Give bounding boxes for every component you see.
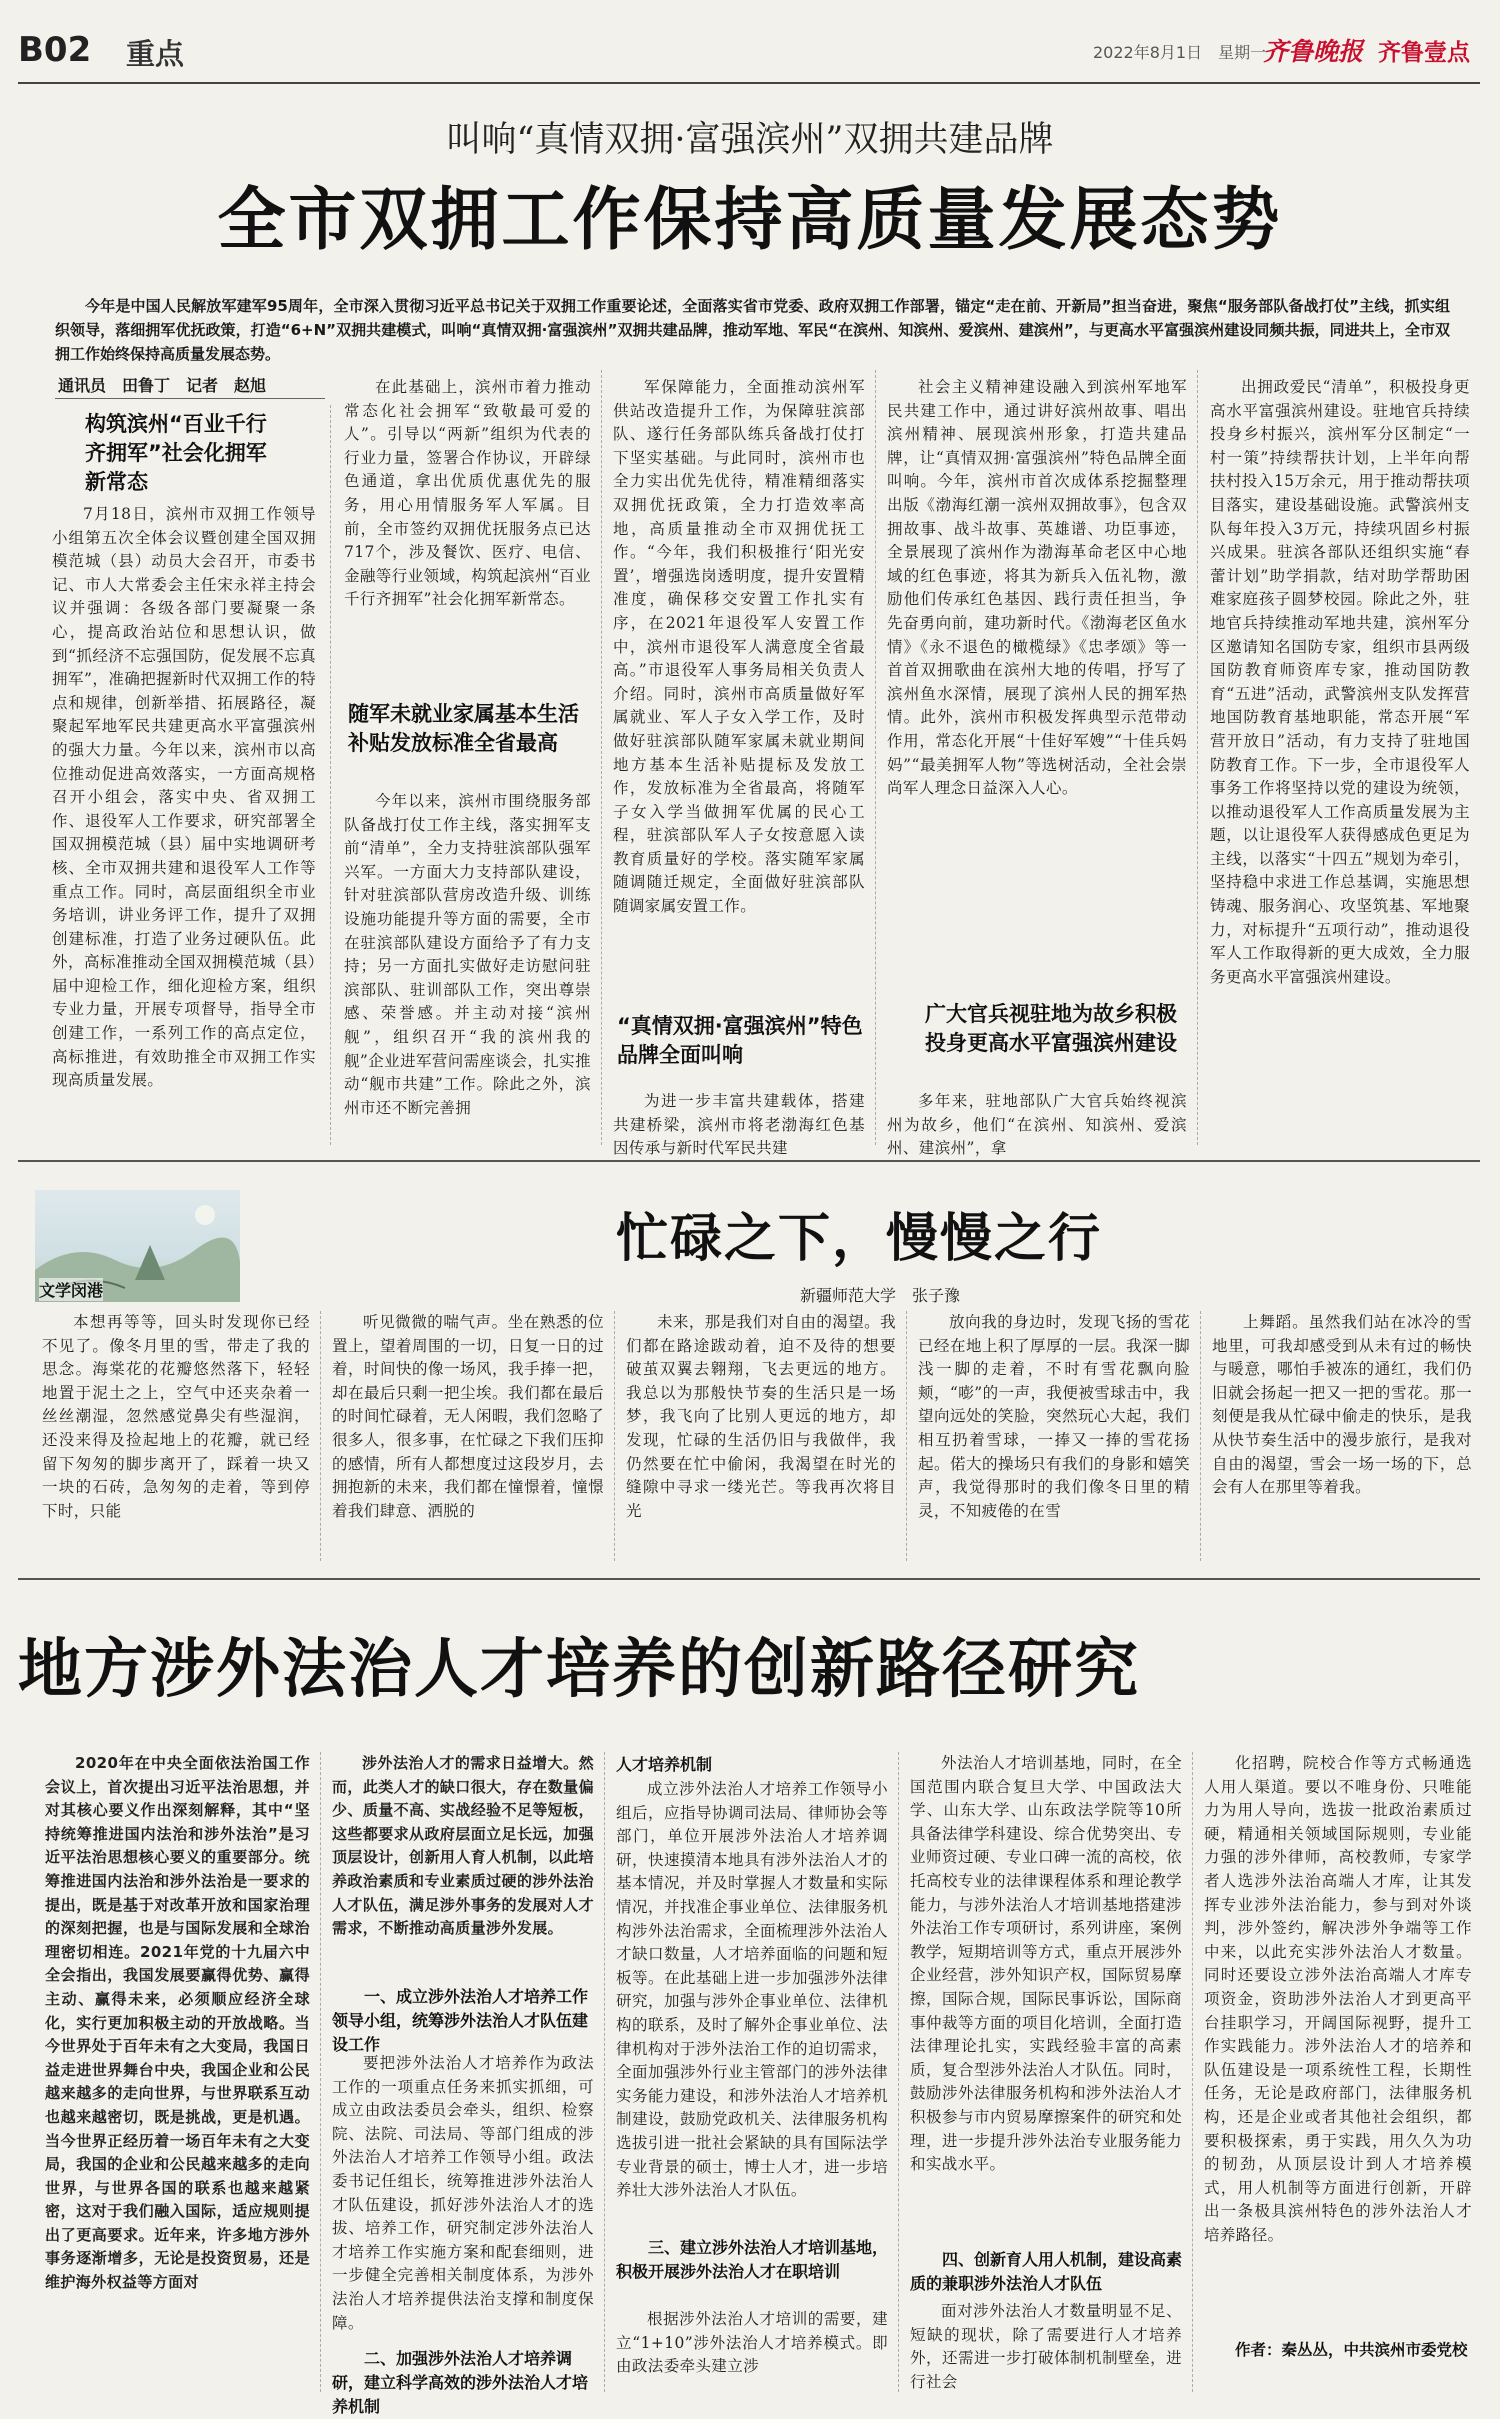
article1-byline: 通讯员 田鲁丁 记者 赵旭	[58, 376, 267, 395]
article1-subhead-1: 构筑滨州“百业千行齐拥军”社会化拥军新常态	[85, 412, 267, 494]
section-label: 重点	[126, 37, 185, 71]
col-sep	[875, 370, 876, 1145]
col-sep	[1192, 1752, 1193, 2392]
article2-col4a: 外法治人才培训基地，同时，在全国范围内联合复旦大学、中国政法大学、山东大学、山东政法学院等10所具备法律学科建设、综合优势突出、专业师资过硬、专业口碑一流的高校，依托高校专业的法律课程体系和理论教学能力，与涉外法治人才培训基地搭建涉外法治工作专项研讨，系列讲座，案例教学，短期培训等方式，重点开展涉外企业经营，涉外知识产权，国际贸易摩擦，国际合规，国际民事诉讼，国际商事仲裁等方面的项目化培训，全面打造法律理论扎实，实践经验丰富的高素质，复合型涉外法治人才队伍。同时，鼓励涉外法律服务机构和涉外法治人才积极参与市内贸易摩擦案件的研究和处理，进一步提升涉外法治专业服务能力和实战水平。	[910, 1754, 1182, 2174]
article1-col1: 7月18日，滨州市双拥工作领导小组第五次全体会议暨创建全国双拥模范城（县）动员大会召开，市委书记、市人大常委会主任宋永祥主持会议并强调：各级各部门要凝聚一条心，提高政治站位和思想认识，做到“抓经济不忘强国防，促发展不忘真拥军”，准确把握新时代双拥工作的特点和规律，创新举措、拓展路径，凝聚起军地军民共建更高水平富强滨州的强大力量。今年以来，滨州市以高位推动促进高效落实，一方面高规格召开小组会，落实中央、省双拥工作、退役军人工作要求，研究部署全国双拥模范城（县）届中实地调研考核、全市双拥共建和退役军人工作等重点工作。同时，高层面组织全市业务培训，讲业务评工作，提升了双拥创建标准，打造了业务过硬队伍。此外，高标准推动全国双拥模范城（县）届中迎检工作，细化迎检方案，组织专业力量，开展专项督导，指导全市创建工作，一系列工作的高点定位，高标推进，有效助推全市双拥工作实现高质量发展。	[52, 505, 316, 1090]
column-tag: 文学闵港	[39, 1278, 103, 1301]
article1-subhead-2: 随军未就业家属基本生活补贴发放标准全省最高	[348, 702, 579, 755]
col-sep	[898, 1752, 899, 2392]
article1-col5: 出拥政爱民“清单”，积极投身更高水平富强滨州建设。驻地官兵持续投身乡村振兴，滨州军分区制定“一村一策”持续帮扶计划，上半年向帮扶村投入15万余元，用于推动帮扶项目落实，建设基础设施。武警滨州支队每年投入3万元，持续巩固乡村振兴成果。驻滨各部队还组织实施“春蕾计划”助学捐款，结对助学帮助困难家庭孩子圆梦校园。除此之外，驻地官兵持续推动军地共建，滨州军分区邀请知名国防专家，组织市县两级国防教育师资库专家，推动国防教育“五进”活动，武警滨州支队发挥营地国防教育基地职能，常态开展“军营开放日”活动，有力支持了驻地国防教育工作。下一步，全市退役军人事务工作将坚持以党的建设为统领，以推动退役军人工作高质量发展为主题，以让退役军人获得感成色更足为主线，以落实“十四五”规划为牵引，坚持稳中求进工作总基调，实施思想铸魂、服务润心、攻坚筑基、军地聚力，对标提升“五项行动”，推动退役军人工作取得新的更大成效，全力服务更高水平富强滨州建设。	[1210, 378, 1470, 986]
essay-col1: 本想再等等，回头时发现你已经不见了。像冬月里的雪，带走了我的思念。海棠花的花瓣悠然落下，轻轻地置于泥土之上，空气中还夹杂着一丝丝潮湿，忽然感觉鼻尖有些湿润，还没来得及捡起地上的花瓣，就已经留下匆匆的脚步离开了，踩着一块又一块的石砖，急匆匆的走着，等到停下时，只能	[42, 1313, 310, 1520]
article1-subhead-3: “真情双拥·富强滨州”特色品牌全面叫响	[617, 1014, 863, 1067]
col-sep	[604, 1752, 605, 2392]
col-sep	[614, 1311, 615, 1561]
header-divider	[18, 82, 1480, 84]
article1-col2b: 今年以来，滨州市围绕服务部队备战打仗工作主线，落实拥军支前“清单”，全力支持驻滨部队强军兴军。一方面大力支持部队建设，针对驻滨部队营房改造升级、训练设施功能提升等方面的需要，全市在驻滨部队建设方面给予了有力支持；另一方面扎实做好走访慰问驻滨部队、驻训部队工作，突出尊崇感、荣誉感。并主动对接“滨州舰”，组织召开“我的滨州我的舰”企业进军营问需座谈会，扎实推动“舰市共建”工作。除此之外，滨州市还不断完善拥	[344, 792, 591, 1117]
essay-col3: 未来，那是我们对自由的渴望。我们都在路途跋动着，迫不及待的想要破茧双翼去翱翔，飞去更远的地方。我总以为那般快节奏的生活只是一场梦，我飞向了比别人更远的地方，却发现，忙碌的生活仍旧与我做伴，我仍然要在忙中偷闲，我渴望在时光的缝隙中寻求一缕光芒。等我再次将目光	[626, 1313, 896, 1520]
article2-col2a: 涉外法治人才的需求日益增大。然而，此类人才的缺口很大，存在数量偏少、质量不高、实战经验不足等短板，这些都要求从政府层面立足长远，加强顶层设计，创新用人育人机制，以此培养政治素质和专业素质过硬的涉外法治人才队伍，满足涉外事务的发展对人才需求，不断推动高质量涉外发展。	[332, 1754, 594, 1938]
article2-col3a: 成立涉外法治人才培养工作领导小组后，应指导协调司法局、律师协会等部门，单位开展涉外法治人才培养调研，快速摸清本地具有涉外法治人才的基本情况，并及时掌握人才数量和实际情况，并找准企事业单位、法律服务机构涉外法治需求，全面梳理涉外法治人才缺口数量，人才培养面临的问题和短板等。在此基础上进一步加强涉外法律研究，加强与涉外企事业单位、法律机构的联系，及时了解外企事业单位、法律机构对于涉外法治工作的迫切需求，全面加强涉外行业主管部门的涉外法律实务能力建设，和涉外法治人才培养机制建设，鼓励党政机关、法律服务机构选拔引进一批社会紧缺的具有国际法学专业背景的硕士，博士人才，进一步培养壮大涉外法治人才队伍。	[616, 1780, 888, 2200]
article2-headline: 地方涉外法治人才培养的创新路径研究	[18, 1632, 1140, 1707]
article2-col1: 2020年在中央全面依法治国工作会议上，首次提出习近平法治思想，并对其核心要义作出深刻解释，其中“坚持统筹推进国内法治和涉外法治”是习近平法治思想核心要义的重要部分。统筹推进国内法治和涉外法治是一要求的提出，既是基于对改革开放和国家治理的深刻把握，也是与国际发展和全球治理密切相连。2021年党的十九届六中全会指出，我国发展要赢得优势、赢得主动、赢得未来，必须顺应经济全球化，实行更加积极主动的开放战略。当今世界处于百年未有之大变局，我国日益走进世界舞台中央，我国企业和公民越来越多的走向世界，与世界联系互动也越来越密切，既是挑战，更是机遇。当今世界正经历着一场百年未有之大变局，我国的企业和公民越来越多的走向世界，与世界各国的联系也越来越紧密，这对于我们融入国际，适应规则提出了更高要求。近年来，许多地方涉外事务逐渐增多，无论是投资贸易，还是维护海外权益等方面对	[45, 1754, 310, 2292]
essay-col4: 放向我的身边时，发现飞扬的雪花已经在地上积了厚厚的一层。我深一脚浅一脚的走着，不时有雪花飘向脸颊，“嘭”的一声，我便被雪球击中，我望向远处的笑脸，突然玩心大起，我们相互扔着雪球，一捧又一捧的雪花扬起。偌大的操场只有我们的身影和嬉笑声，我觉得那时的我们像冬日里的精灵，不知疲倦的在雪	[918, 1313, 1190, 1520]
column-logo	[35, 1190, 240, 1302]
article2-col5a: 化招聘，院校合作等方式畅通选人用人渠道。要以不唯身份、只唯能力为用人导向，选拔一批政治素质过硬，精通相关领域国际规则，专业能力强的涉外律师，高校教师，专家学者人选涉外法治高端人才库，让其发挥专业涉外法治能力，参与到对外谈判，涉外签约，解决涉外争端等工作中来，以此充实涉外法治人才数量。同时还要设立涉外法治高端人才库专项资金，资助涉外法治人才到更高平台挂职学习，开阔国际视野，提升工作实践能力。涉外法治人才的培养和队伍建设是一项系统性工程，长期性任务，无论是政府部门，法律服务机构，还是企业或者其他社会组织，都要积极探索，勇于实践，用久久为功的韧劲，从顶层设计到人才培养模式，用人机制等方面进行创新，开辟出一条极具滨州特色的涉外法治人才培养路径。	[1204, 1754, 1472, 2244]
col-sep	[601, 370, 602, 1145]
article2-subhead-3: 三、建立涉外法治人才培训基地，积极开展涉外法治人才在职培训	[616, 2238, 889, 2281]
byline-rule	[55, 398, 325, 399]
article2-col2b: 要把涉外法治人才培养作为政法工作的一项重点任务来抓实抓细，可成立由政法委员会牵头，组织、检察院、法院、司法局、等部门组成的涉外法治人才培养工作领导小组。政法委书记任组长，统筹推进涉外法治人才队伍建设，抓好涉外法治人才的选拔、培养工作，研究制定涉外法治人才培养工作实施方案和配套细则，进一步健全完善相关制度体系，为涉外法治人才培养提供法治支撑和制度保障。	[332, 2054, 594, 2332]
essay-author: 新疆师范大学 张子豫	[800, 1286, 961, 1305]
article1-col3b: 为进一步丰富共建载体，搭建共建桥梁，滨州市将老渤海红色基因传承与新时代军民共建	[613, 1092, 865, 1158]
article1-col2a: 在此基础上，滨州市着力推动常态化社会拥军“致敬最可爱的人”。引导以“两新”组织为代表的行业力量，签署合作协议，开辟绿色通道，拿出优质优惠优先的服务，用心用情服务军人军属。目前，全市签约双拥优抚服务点已达717个，涉及餐饮、医疗、电信、金融等行业领域，构筑起滨州“百业千行齐拥军”社会化拥军新常态。	[344, 378, 591, 609]
essay-col5: 上舞蹈。虽然我们站在冰冷的雪地里，可我却感受到从未有过的畅快与暖意，哪怕手被冻的通红，我们仍旧就会扬起一把又一把的雪花。那一刻便是我从忙碌中偷走的快乐，是我从快节奏生活中的漫步旅行，是我对自由的渴望，雪会一场一场的下，总会有人在那里等着我。	[1212, 1313, 1472, 1497]
issue-date: 2022年8月1日 星期一	[1093, 43, 1267, 62]
article2-subhead-4: 四、创新育人用人机制，建设高素质的兼职涉外法治人才队伍	[910, 2250, 1183, 2293]
app-logo: 齐鲁壹点	[1378, 40, 1470, 66]
article2-subhead-1: 一、成立涉外法治人才培养工作领导小组，统筹涉外法治人才队伍建设工作	[332, 1987, 589, 2054]
essay-headline: 忙碌之下，慢慢之行	[616, 1208, 1103, 1269]
section-divider	[18, 1578, 1480, 1580]
article1-headline: 全市双拥工作保持高质量发展态势	[217, 180, 1283, 260]
article1-kicker: 叫响“真情双拥·富强滨州”双拥共建品牌	[446, 120, 1054, 160]
article1-subhead-4: 广大官兵视驻地为故乡积极投身更高水平富强滨州建设	[925, 1002, 1177, 1055]
article1-col3a: 军保障能力，全面推动滨州军供站改造提升工作，为保障驻滨部队、遂行任务部队练兵备战打仗打下坚实基础。与此同时，滨州市也全力实出优先优待，精准精细落实双拥优抚政策，全力打造效率高地，高质量推动全市双拥优抚工作。“今年，我们积极推行‘阳光安置’，增强选岗透明度，提升安置精准度，确保移交安置工作扎实有序，在2021年退役军人安置工作中，滨州市退役军人满意度全省最高。”市退役军人事务局相关负责人介绍。同时，滨州市高质量做好军属就业、军人子女入学工作，及时做好驻滨部队随军家属未就业期间地方基本生活补贴提标及发放工作，发放标准为全省最高，将随军子女入学当做拥军优属的民心工程，驻滨部队军人子女按意愿入读教育质量好的学校。落实随军家属随调随迁规定，全面做好驻滨部队随调家属安置工作。	[613, 378, 865, 916]
col-sep	[1200, 1311, 1201, 1561]
article2-subhead-2-cont: 人才培养机制	[616, 1755, 713, 1774]
article1-col4b: 多年来，驻地部队广大官兵始终视滨州为故乡，他们“在滨州、知滨州、爱滨州、建滨州”，拿	[887, 1092, 1187, 1158]
article2-subhead-2: 二、加强涉外法治人才培养调研，建立科学高效的涉外法治人才培养机制	[332, 2349, 589, 2416]
col-sep	[1197, 370, 1198, 1145]
article1-col4a: 社会主义精神建设融入到滨州军地军民共建工作中，通过讲好滨州故事、唱出滨州精神、展现滨州形象，打造共建品牌，让“真情双拥·富强滨州”特色品牌全面叫响。今年，滨州市首次成体系挖掘整理出版《渤海红潮一滨州双拥故事》，包含双拥故事、战斗故事、英雄谱、功臣事迹，全景展现了滨州作为渤海革命老区中心地域的红色事迹，将其为新兵入伍礼物，激励他们传承红色基因、践行责任担当，争先奋勇向前，建功新时代。《渤海老区鱼水情》《永不退色的橄榄绿》《忠孝颂》等一首首双拥歌曲在滨州大地的传唱，抒写了滨州鱼水深情，展现了滨州人民的拥军热情。此外，滨州市积极发挥典型示范带动作用，常态化开展“十佳好军嫂”“十佳兵妈妈”“最美拥军人物”等选树活动，全社会崇尚军人理念日益深入人心。	[887, 378, 1187, 798]
page-header	[18, 26, 1480, 82]
page-code: B02	[18, 30, 92, 70]
article1-lead: 今年是中国人民解放军建军95周年，全市深入贯彻习近平总书记关于双拥工作重要论述，全面落实省市党委、政府双拥工作部署，锚定“走在前、开新局”担当奋进，聚焦“服务部队备战打仗”主线，抓实组织领导，落细拥军优抚政策，打造“6+N”双拥共建模式，叫响“真情双拥·富强滨州”双拥共建品牌，推动军地、军民“在滨州、知滨州、爱滨州、建滨州”，与更高水平富强滨州建设同频共振，同进共上，全市双拥工作始终保持高质量发展态势。	[55, 297, 1450, 363]
article2-col4b: 面对涉外法治人才数量明显不足、短缺的现状，除了需要进行人才培养外，还需进一步打破体制机制壁垒，进行社会	[910, 2302, 1182, 2391]
article2-author: 作者：秦丛丛，中共滨州市委党校	[1235, 2341, 1468, 2359]
col-sep	[906, 1311, 907, 1561]
article2-col3b: 根据涉外法治人才培训的需要，建立“1+10”涉外法治人才培养模式。即由政法委牵头建立涉	[616, 2310, 888, 2376]
essay-col2: 听见微微的喘气声。坐在熟悉的位置上，望着周围的一切，日复一日的过着，时间快的像一场风，我手捧一把，却在最后只剩一把尘埃。我们都在最后的时间忙碌着，无人闲暇，我们忽略了很多人，很多事，在忙碌之下我们压抑的感情，所有人都想度过这段岁月，去拥抱新的未来，我们都在憧憬着，憧憬着我们肆意、洒脱的	[332, 1313, 604, 1520]
masthead-logo: 齐鲁晚报	[1263, 37, 1364, 66]
col-sep	[320, 1752, 321, 2392]
col-sep	[320, 1311, 321, 1561]
col-sep	[330, 405, 331, 1145]
section-divider	[18, 1160, 1480, 1162]
